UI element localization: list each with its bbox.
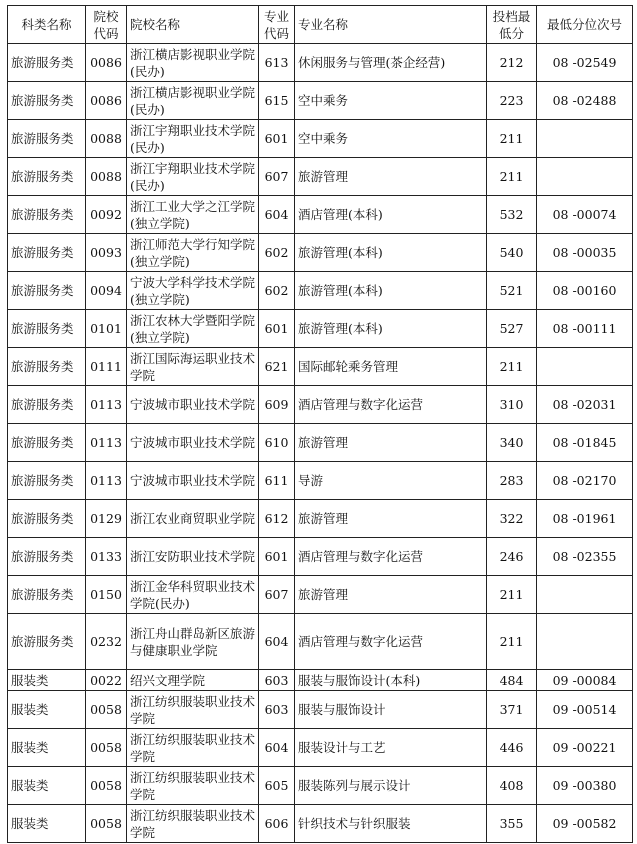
cell-major-name: 旅游管理 (295, 500, 487, 538)
cell-school-code: 0101 (86, 310, 127, 348)
table-row (8, 386, 633, 424)
cell-major-name: 服装与服饰设计 (295, 691, 487, 729)
cell-min-score: 408 (487, 767, 537, 805)
cell-major-name: 空中乘务 (295, 82, 487, 120)
cell-major-code: 604 (259, 614, 295, 670)
cell-category: 旅游服务类 (8, 120, 86, 158)
table-row (8, 272, 633, 310)
cell-major-name: 旅游管理 (295, 158, 487, 196)
header-major-code: 专业代码 (259, 6, 295, 44)
cell-major-code: 607 (259, 158, 295, 196)
cell-category: 旅游服务类 (8, 462, 86, 500)
cell-school-name: 浙江农林大学暨阳学院(独立学院) (127, 310, 259, 348)
cell-school-name: 浙江纺织服装职业技术学院 (127, 729, 259, 767)
table-row (8, 805, 633, 843)
cell-school-code: 0232 (86, 614, 127, 670)
cell-min-rank: 08 -00074 (537, 196, 633, 234)
cell-category: 旅游服务类 (8, 196, 86, 234)
cell-major-code: 601 (259, 538, 295, 576)
cell-school-code: 0150 (86, 576, 127, 614)
table-header-row (8, 6, 633, 44)
cell-min-rank: 08 -02549 (537, 44, 633, 82)
table-body (8, 44, 633, 843)
cell-major-name: 旅游管理 (295, 576, 487, 614)
cell-major-name: 旅游管理 (295, 424, 487, 462)
table-row (8, 120, 633, 158)
cell-major-name: 导游 (295, 462, 487, 500)
header-school-code: 院校代码 (86, 6, 127, 44)
cell-school-code: 0113 (86, 386, 127, 424)
table-row (8, 500, 633, 538)
cell-major-code: 602 (259, 272, 295, 310)
cell-school-code: 0058 (86, 767, 127, 805)
cell-category: 旅游服务类 (8, 44, 86, 82)
cell-min-rank: 08 -00111 (537, 310, 633, 348)
cell-major-code: 615 (259, 82, 295, 120)
cell-major-code: 612 (259, 500, 295, 538)
cell-major-name: 国际邮轮乘务管理 (295, 348, 487, 386)
cell-min-score: 211 (487, 576, 537, 614)
cell-min-rank (537, 348, 633, 386)
cell-major-name: 酒店管理(本科) (295, 196, 487, 234)
cell-school-name: 浙江舟山群岛新区旅游与健康职业学院 (127, 614, 259, 670)
cell-min-score: 484 (487, 670, 537, 691)
cell-school-name: 浙江金华科贸职业技术学院(民办) (127, 576, 259, 614)
cell-school-code: 0133 (86, 538, 127, 576)
cell-min-rank: 08 -01845 (537, 424, 633, 462)
cell-school-code: 0094 (86, 272, 127, 310)
cell-school-name: 宁波大学科学技术学院(独立学院) (127, 272, 259, 310)
table-row (8, 424, 633, 462)
cell-major-code: 609 (259, 386, 295, 424)
cell-category: 旅游服务类 (8, 538, 86, 576)
cell-school-name: 浙江宇翔职业技术学院(民办) (127, 158, 259, 196)
cell-school-name: 浙江横店影视职业学院(民办) (127, 44, 259, 82)
cell-school-name: 浙江横店影视职业学院(民办) (127, 82, 259, 120)
table-row (8, 44, 633, 82)
cell-major-name: 服装设计与工艺 (295, 729, 487, 767)
cell-school-code: 0092 (86, 196, 127, 234)
table-row (8, 462, 633, 500)
cell-category: 服装类 (8, 670, 86, 691)
cell-major-code: 604 (259, 196, 295, 234)
cell-min-score: 521 (487, 272, 537, 310)
cell-min-score: 532 (487, 196, 537, 234)
cell-school-code: 0086 (86, 44, 127, 82)
cell-school-name: 浙江安防职业技术学院 (127, 538, 259, 576)
header-school-name: 院校名称 (127, 6, 259, 44)
cell-school-code: 0086 (86, 82, 127, 120)
cell-school-name: 宁波城市职业技术学院 (127, 386, 259, 424)
cell-category: 旅游服务类 (8, 386, 86, 424)
cell-major-name: 酒店管理与数字化运营 (295, 614, 487, 670)
cell-school-code: 0088 (86, 120, 127, 158)
cell-min-rank (537, 614, 633, 670)
cell-major-code: 621 (259, 348, 295, 386)
cell-category: 服装类 (8, 729, 86, 767)
cell-school-code: 0058 (86, 691, 127, 729)
header-min-rank: 最低分位次号 (537, 6, 633, 44)
cell-min-score: 211 (487, 348, 537, 386)
cell-min-rank: 08 -02488 (537, 82, 633, 120)
cell-school-name: 浙江宇翔职业技术学院(民办) (127, 120, 259, 158)
cell-min-rank: 09 -00514 (537, 691, 633, 729)
cell-major-name: 酒店管理与数字化运营 (295, 538, 487, 576)
cell-major-name: 服装与服饰设计(本科) (295, 670, 487, 691)
cell-major-code: 613 (259, 44, 295, 82)
cell-major-name: 休闲服务与管理(茶企经营) (295, 44, 487, 82)
cell-category: 旅游服务类 (8, 272, 86, 310)
cell-category: 旅游服务类 (8, 576, 86, 614)
cell-school-name: 浙江纺织服装职业技术学院 (127, 767, 259, 805)
cell-category: 旅游服务类 (8, 310, 86, 348)
cell-school-code: 0111 (86, 348, 127, 386)
cell-min-score: 340 (487, 424, 537, 462)
cell-min-score: 310 (487, 386, 537, 424)
cell-school-code: 0093 (86, 234, 127, 272)
cell-min-score: 211 (487, 158, 537, 196)
cell-min-score: 322 (487, 500, 537, 538)
cell-min-rank: 09 -00221 (537, 729, 633, 767)
cell-category: 旅游服务类 (8, 348, 86, 386)
cell-major-name: 空中乘务 (295, 120, 487, 158)
table-row (8, 310, 633, 348)
cell-min-score: 223 (487, 82, 537, 120)
header-min-score: 投档最低分 (487, 6, 537, 44)
header-major-name: 专业名称 (295, 6, 487, 44)
cell-major-code: 603 (259, 670, 295, 691)
table-row (8, 196, 633, 234)
cell-school-name: 浙江纺织服装职业技术学院 (127, 805, 259, 843)
table-row (8, 348, 633, 386)
cell-min-rank: 08 -01961 (537, 500, 633, 538)
cell-min-rank: 08 -00160 (537, 272, 633, 310)
table-row (8, 729, 633, 767)
table-row (8, 670, 633, 691)
cell-min-rank: 09 -00380 (537, 767, 633, 805)
table-row (8, 158, 633, 196)
admission-score-table (7, 5, 633, 843)
cell-category: 服装类 (8, 767, 86, 805)
cell-school-name: 宁波城市职业技术学院 (127, 424, 259, 462)
cell-school-code: 0088 (86, 158, 127, 196)
cell-min-rank: 08 -00035 (537, 234, 633, 272)
cell-major-code: 611 (259, 462, 295, 500)
cell-min-score: 212 (487, 44, 537, 82)
cell-major-code: 604 (259, 729, 295, 767)
cell-school-code: 0058 (86, 729, 127, 767)
cell-major-name: 服装陈列与展示设计 (295, 767, 487, 805)
table-row (8, 82, 633, 120)
cell-min-score: 355 (487, 805, 537, 843)
cell-major-name: 酒店管理与数字化运营 (295, 386, 487, 424)
cell-major-code: 606 (259, 805, 295, 843)
cell-school-name: 浙江农业商贸职业学院 (127, 500, 259, 538)
cell-school-code: 0129 (86, 500, 127, 538)
cell-school-name: 绍兴文理学院 (127, 670, 259, 691)
cell-school-code: 0113 (86, 424, 127, 462)
cell-min-rank: 09 -00084 (537, 670, 633, 691)
cell-category: 旅游服务类 (8, 500, 86, 538)
cell-school-name: 浙江国际海运职业技术学院 (127, 348, 259, 386)
cell-min-rank: 09 -00582 (537, 805, 633, 843)
cell-min-score: 371 (487, 691, 537, 729)
cell-min-rank: 08 -02170 (537, 462, 633, 500)
cell-category: 旅游服务类 (8, 158, 86, 196)
cell-category: 服装类 (8, 691, 86, 729)
admission-table-container (7, 5, 633, 843)
cell-category: 服装类 (8, 805, 86, 843)
cell-category: 旅游服务类 (8, 82, 86, 120)
cell-major-code: 602 (259, 234, 295, 272)
cell-school-name: 宁波城市职业技术学院 (127, 462, 259, 500)
table-row (8, 614, 633, 670)
cell-min-score: 446 (487, 729, 537, 767)
cell-min-score: 540 (487, 234, 537, 272)
cell-min-rank: 08 -02031 (537, 386, 633, 424)
cell-min-rank (537, 576, 633, 614)
cell-school-name: 浙江师范大学行知学院(独立学院) (127, 234, 259, 272)
table-row (8, 767, 633, 805)
cell-min-score: 246 (487, 538, 537, 576)
cell-min-score: 211 (487, 120, 537, 158)
cell-school-name: 浙江纺织服装职业技术学院 (127, 691, 259, 729)
cell-min-rank: 08 -02355 (537, 538, 633, 576)
cell-major-code: 601 (259, 310, 295, 348)
table-row (8, 234, 633, 272)
cell-min-score: 527 (487, 310, 537, 348)
cell-major-code: 607 (259, 576, 295, 614)
table-row (8, 538, 633, 576)
cell-category: 旅游服务类 (8, 614, 86, 670)
cell-major-name: 旅游管理(本科) (295, 272, 487, 310)
cell-major-name: 旅游管理(本科) (295, 234, 487, 272)
cell-major-name: 旅游管理(本科) (295, 310, 487, 348)
cell-min-score: 283 (487, 462, 537, 500)
table-row (8, 691, 633, 729)
cell-category: 旅游服务类 (8, 424, 86, 462)
cell-major-name: 针织技术与针织服装 (295, 805, 487, 843)
cell-min-rank (537, 158, 633, 196)
cell-major-code: 610 (259, 424, 295, 462)
cell-school-code: 0022 (86, 670, 127, 691)
cell-major-code: 601 (259, 120, 295, 158)
cell-school-name: 浙江工业大学之江学院(独立学院) (127, 196, 259, 234)
cell-min-score: 211 (487, 614, 537, 670)
cell-major-code: 603 (259, 691, 295, 729)
table-row (8, 576, 633, 614)
cell-min-rank (537, 120, 633, 158)
cell-major-code: 605 (259, 767, 295, 805)
cell-category: 旅游服务类 (8, 234, 86, 272)
cell-school-code: 0058 (86, 805, 127, 843)
cell-school-code: 0113 (86, 462, 127, 500)
header-category: 科类名称 (8, 6, 86, 44)
